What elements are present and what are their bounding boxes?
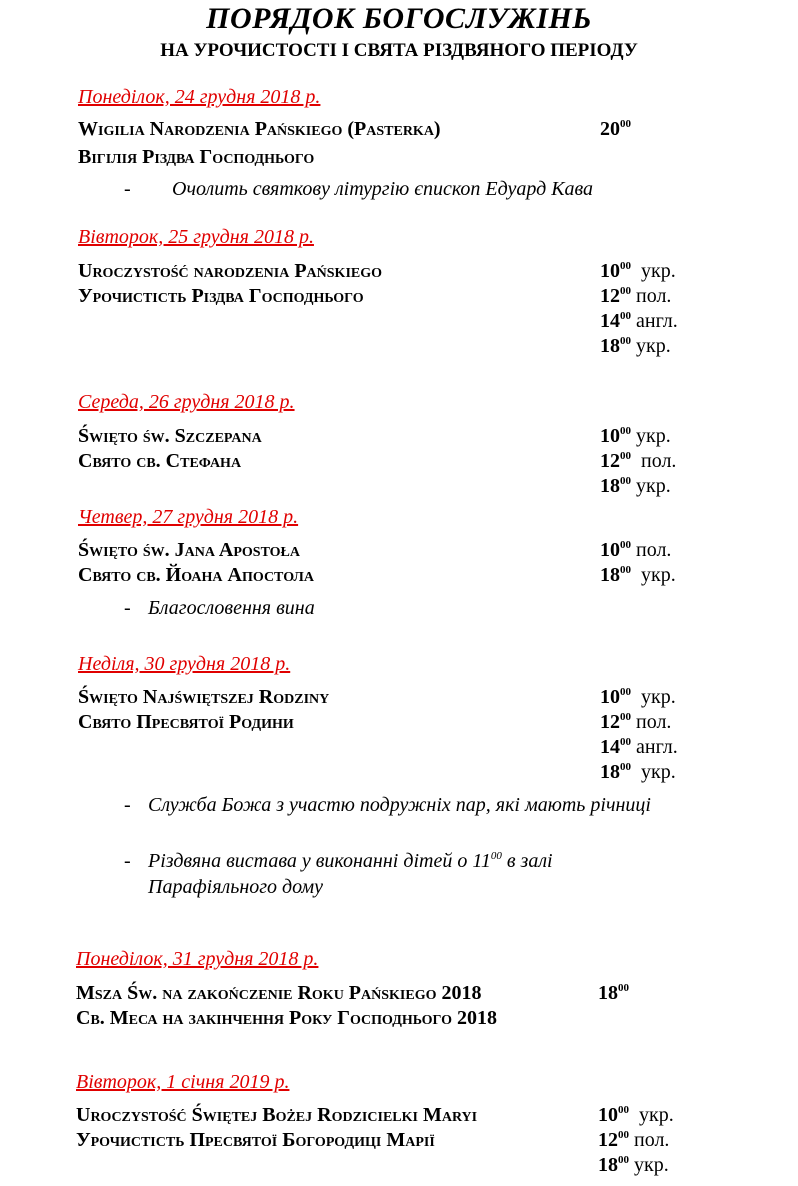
mass-time: $14^{00}$ англ. [600, 736, 678, 758]
note-item: - Служба Божа з участю подружніх пар, які мають річниці [124, 794, 651, 816]
section-date: Вівторок, 1 січня 2019 р. [76, 1071, 290, 1093]
note-item: - Благословення вина [124, 597, 315, 619]
feast-name-ua: Свято св. Йоана Апостола [78, 564, 314, 586]
section-date: Вівторок, 25 грудня 2018 р. [78, 226, 314, 248]
note-item: - Різдвяна вистава у виконанні дітей о $11^{00}$ в залі [124, 850, 553, 872]
feast-name-pl: Święto św. Jana Apostoła [78, 539, 300, 561]
mass-time: $18^{00}$ укр. [598, 1154, 669, 1176]
feast-name-ua: Урочистість Пресвятої Богородиці Марії [76, 1129, 435, 1151]
mass-time: $10^{00}$ укр. [600, 260, 676, 282]
mass-time: $18^{00}$ укр. [600, 564, 676, 586]
mass-time: $18^{00}$ укр. [600, 335, 671, 357]
mass-time: $10^{00}$ укр. [598, 1104, 674, 1126]
mass-time: $10^{00}$ укр. [600, 686, 676, 708]
mass-time: $12^{00}$ пол. [598, 1129, 670, 1151]
feast-name-pl: Święto Najświętszej Rodziny [78, 686, 330, 708]
feast-name-ua: Св. Меса на закінчення Року Господнього 2018 [76, 1007, 498, 1029]
section-date: Неділя, 30 грудня 2018 р. [78, 653, 291, 675]
feast-name-pl: Uroczystość Świętej Bożej Rodzicielki Maryi [76, 1104, 478, 1126]
feast-name-pl: Wigilia Narodzenia Pańskiego (Pasterka) [78, 118, 441, 140]
feast-name-ua: Свято Пресвятої Родини [78, 711, 294, 733]
page-title: ПОРЯДОК БОГОСЛУЖІНЬ [206, 2, 592, 35]
section-date: Понеділок, 24 грудня 2018 р. [78, 86, 321, 108]
section-date: Понеділок, 31 грудня 2018 р. [76, 948, 319, 970]
mass-time: $12^{00}$ пол. [600, 711, 672, 733]
mass-time: $14^{00}$ англ. [600, 310, 678, 332]
note-item-continuation: Парафіяльного дому [148, 876, 324, 898]
feast-name-ua: Свято св. Стефана [78, 450, 242, 472]
mass-time: $20^{00}$ [600, 118, 631, 140]
mass-time: $18^{00}$ укр. [600, 475, 671, 497]
page-subtitle: НА УРОЧИСТОСТІ І СВЯТА РІЗДВЯНОГО ПЕРІОДУ [160, 40, 638, 61]
mass-time: $18^{00}$ укр. [600, 761, 676, 783]
mass-time: $18^{00}$ [598, 982, 629, 1004]
mass-time: $10^{00}$ укр. [600, 425, 671, 447]
section-date: Середа, 26 грудня 2018 р. [78, 391, 295, 413]
mass-time: $12^{00}$ пол. [600, 450, 677, 472]
mass-time: $10^{00}$ пол. [600, 539, 672, 561]
feast-name-ua: Урочистість Різдва Господнього [78, 285, 364, 307]
feast-name-pl: Msza Św. na zakończenie Roku Pańskiego 2018 [76, 982, 482, 1004]
mass-time: $12^{00}$ пол. [600, 285, 672, 307]
feast-name-ua: Вігілія Різдва Господнього [78, 146, 315, 168]
feast-name-pl: Uroczystość narodzenia Pańskiego [78, 260, 383, 282]
note-item: - Очолить святкову літургію єпископ Едуард Кава [124, 178, 594, 200]
feast-name-pl: Święto św. Szczepana [78, 425, 262, 447]
section-date: Четвер, 27 грудня 2018 р. [78, 506, 299, 528]
